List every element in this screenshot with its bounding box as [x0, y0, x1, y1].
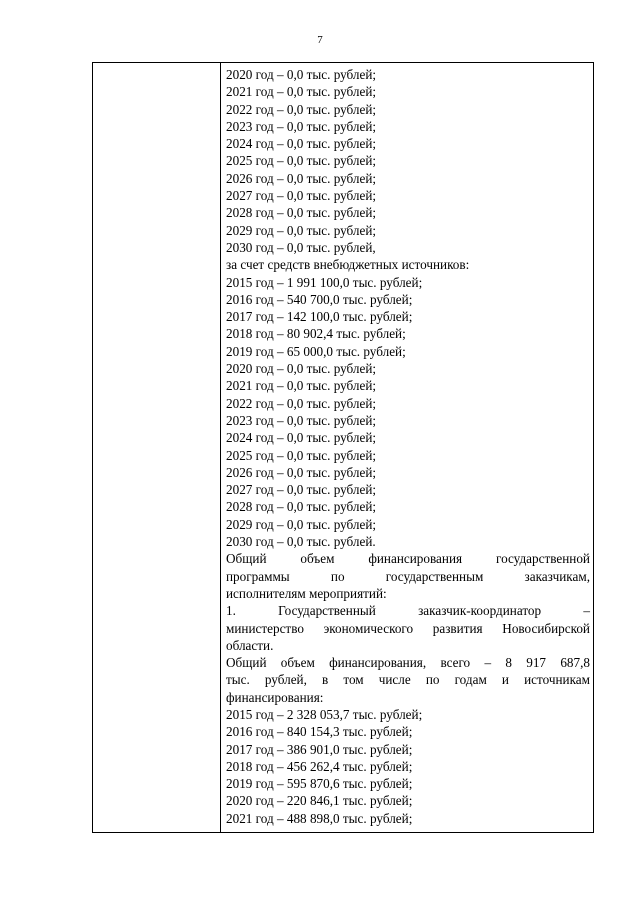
financing-line: 2030 год – 0,0 тыс. рублей,	[226, 239, 376, 255]
paragraph-line: министерство экономического развития Новосибирской	[226, 620, 590, 636]
financing-line: 2021 год – 0,0 тыс. рублей;	[226, 378, 377, 394]
financing-line: 2026 год – 0,0 тыс. рублей;	[226, 170, 377, 186]
financing-line: 2017 год – 142 100,0 тыс. рублей;	[226, 309, 413, 325]
paragraph-line: финансирования:	[226, 689, 324, 705]
financing-line: 2015 год – 1 991 100,0 тыс. рублей;	[226, 274, 423, 290]
financing-line: 2025 год – 0,0 тыс. рублей;	[226, 153, 377, 169]
column-divider	[220, 63, 221, 832]
financing-line: 2021 год – 0,0 тыс. рублей;	[226, 84, 377, 100]
page-number: 7	[317, 34, 323, 46]
financing-line: 2018 год – 456 262,4 тыс. рублей;	[226, 758, 413, 774]
financing-line: 2029 год – 0,0 тыс. рублей;	[226, 222, 377, 238]
financing-line: 2015 год – 2 328 053,7 тыс. рублей;	[226, 706, 423, 722]
paragraph-line: области.	[226, 637, 274, 653]
financing-line: 2019 год – 65 000,0 тыс. рублей;	[226, 343, 406, 359]
financing-line: 2019 год – 595 870,6 тыс. рублей;	[226, 776, 413, 792]
financing-line: 2020 год – 0,0 тыс. рублей;	[226, 67, 377, 82]
financing-line: 2025 год – 0,0 тыс. рублей;	[226, 447, 377, 463]
financing-cell	[226, 66, 590, 827]
financing-line: 2016 год – 540 700,0 тыс. рублей;	[226, 291, 413, 307]
paragraph-line: Общий объем финансирования государственной	[226, 551, 590, 567]
financing-line: 2024 год – 0,0 тыс. рублей;	[226, 136, 377, 152]
financing-line: 2016 год – 840 154,3 тыс. рублей;	[226, 724, 413, 740]
financing-line: 2030 год – 0,0 тыс. рублей.	[226, 534, 376, 550]
financing-line: 2023 год – 0,0 тыс. рублей;	[226, 118, 377, 134]
financing-line: 2028 год – 0,0 тыс. рублей;	[226, 205, 377, 221]
financing-line: 2026 год – 0,0 тыс. рублей;	[226, 464, 377, 480]
financing-line: 2028 год – 0,0 тыс. рублей;	[226, 499, 377, 515]
total-financing-paragraph	[226, 550, 590, 602]
financing-by-year-lines	[226, 706, 590, 827]
financing-line: 2020 год – 0,0 тыс. рублей;	[226, 361, 377, 377]
financing-line: 2027 год – 0,0 тыс. рублей;	[226, 482, 377, 498]
financing-line: 2024 год – 0,0 тыс. рублей;	[226, 430, 377, 446]
financing-line: 2022 год – 0,0 тыс. рублей;	[226, 395, 377, 411]
paragraph-line: исполнителям мероприятий:	[226, 585, 387, 601]
financing-line: 2029 год – 0,0 тыс. рублей;	[226, 516, 377, 532]
financing-volume-paragraph	[226, 654, 590, 706]
financing-line: 2022 год – 0,0 тыс. рублей;	[226, 101, 377, 117]
financing-lines-group	[226, 66, 590, 550]
program-table	[92, 62, 594, 833]
paragraph-line: программы по государственным заказчикам,	[226, 568, 590, 584]
financing-line: 2017 год – 386 901,0 тыс. рублей;	[226, 741, 413, 757]
paragraph-line: 1. Государственный заказчик-координатор –	[226, 603, 590, 619]
state-customer-paragraph	[226, 602, 590, 654]
financing-line: 2023 год – 0,0 тыс. рублей;	[226, 412, 377, 428]
financing-line: 2027 год – 0,0 тыс. рублей;	[226, 188, 377, 204]
financing-line: 2020 год – 220 846,1 тыс. рублей;	[226, 793, 413, 809]
paragraph-line: тыс. рублей, в том числе по годам и источникам	[226, 672, 590, 688]
financing-line: за счет средств внебюджетных источников:	[226, 257, 470, 273]
financing-line: 2021 год – 488 898,0 тыс. рублей;	[226, 810, 413, 826]
financing-line: 2018 год – 80 902,4 тыс. рублей;	[226, 326, 406, 342]
paragraph-line: Общий объем финансирования, всего – 8 917 687,8	[226, 655, 590, 671]
